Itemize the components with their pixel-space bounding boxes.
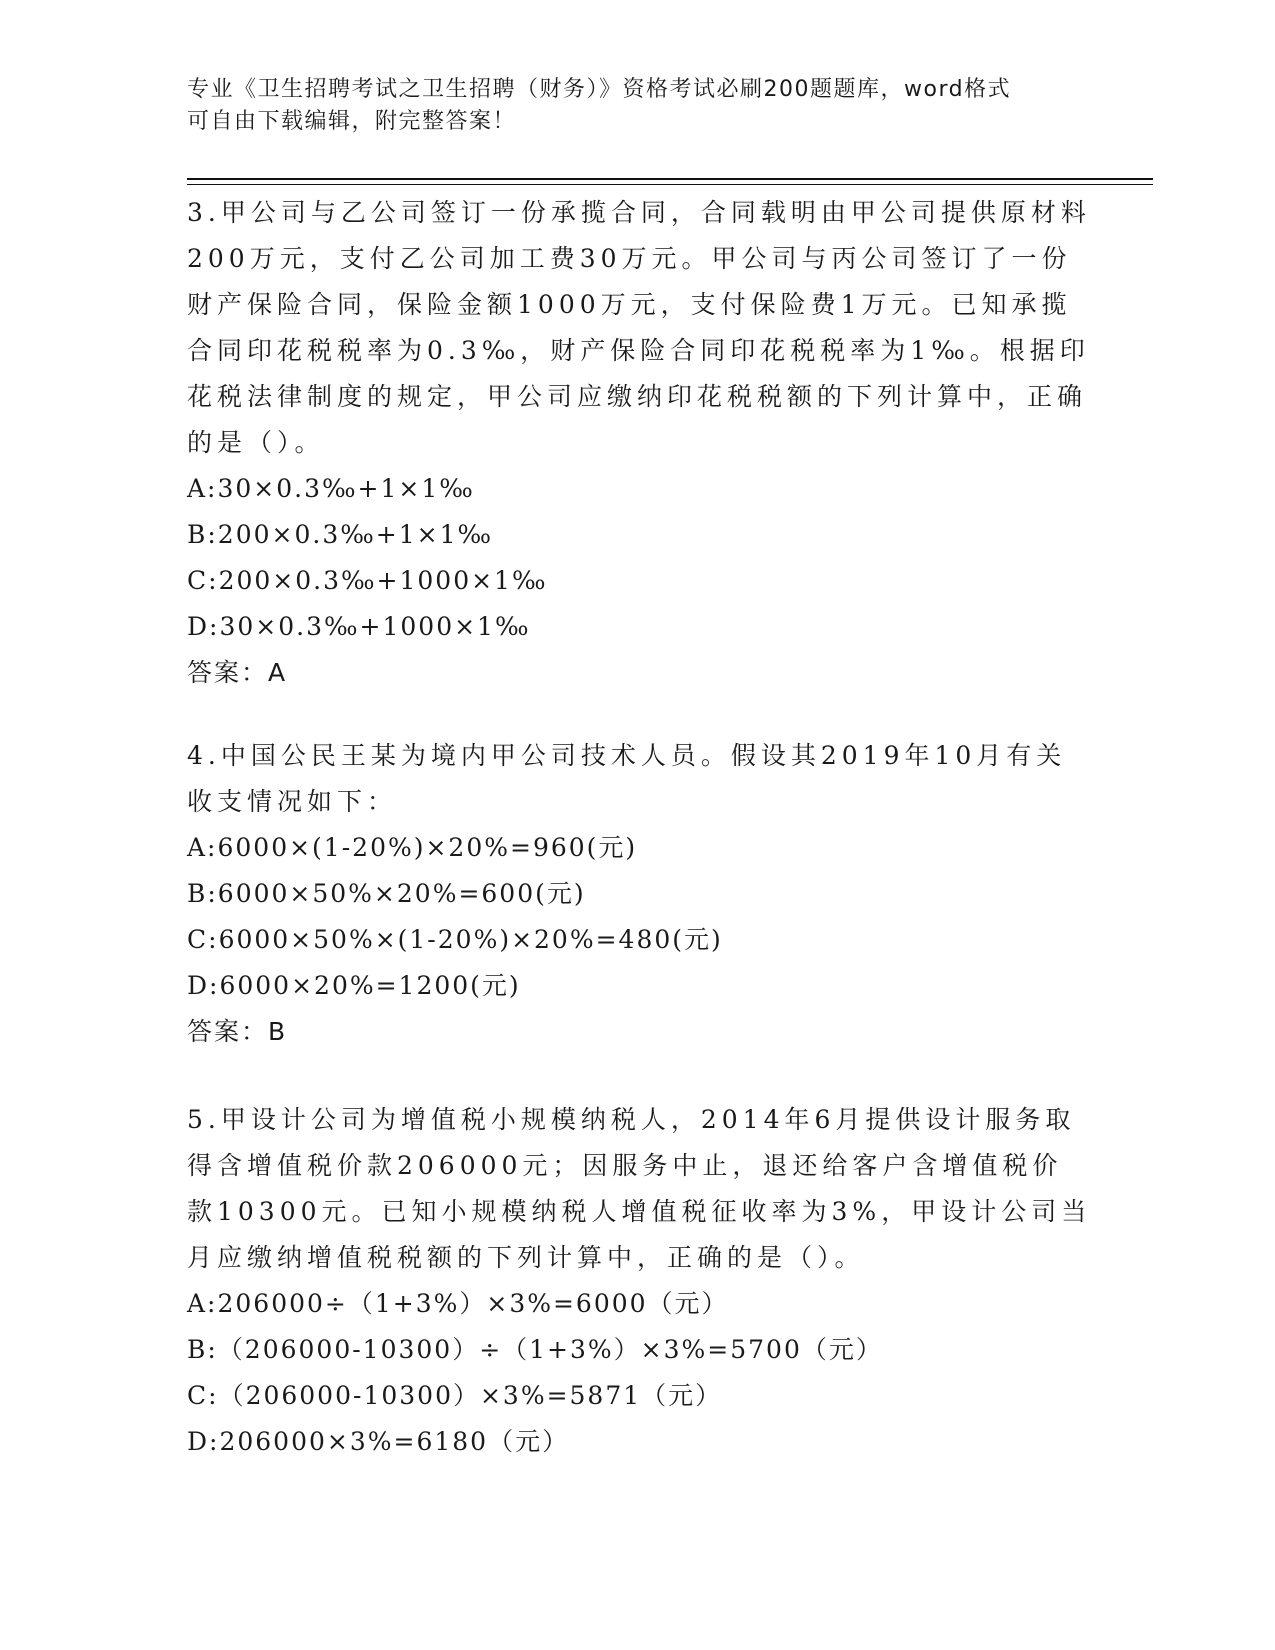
option-text: 30×0.3‰+1000×1‰	[219, 612, 531, 641]
option-list	[187, 466, 1092, 650]
question-5	[187, 1097, 1092, 1465]
option-a	[187, 466, 1092, 512]
option-letter: C:	[187, 925, 219, 954]
answer-label: 答案：A	[187, 658, 288, 687]
option-letter: A:	[187, 1289, 218, 1318]
option-letter: B:	[187, 1335, 218, 1364]
option-letter: D:	[187, 1427, 220, 1456]
question-4	[187, 733, 1092, 1055]
option-letter: C:	[187, 566, 219, 595]
option-text: 6000×50%×20%=600(元)	[217, 879, 586, 908]
question-text: 4.中国公民王某为境内甲公司技术人员。假设其2019年10月有关收支情况如下：	[187, 741, 1067, 816]
option-c	[187, 558, 1092, 604]
option-letter: B:	[187, 520, 218, 549]
option-text: 200×0.3‰+1000×1‰	[218, 566, 548, 595]
header-divider-thin	[187, 184, 1153, 185]
option-a	[187, 825, 1092, 871]
option-list	[187, 825, 1092, 1009]
option-c	[187, 1373, 1092, 1419]
option-letter: A:	[187, 474, 218, 503]
option-letter: D:	[187, 971, 220, 1000]
question-3	[187, 190, 1092, 696]
option-letter: C:	[187, 1381, 219, 1410]
answer-label: 答案：B	[187, 1017, 288, 1046]
option-list	[187, 1281, 1092, 1465]
option-b	[187, 871, 1092, 917]
option-text: 6000×20%=1200(元)	[219, 971, 521, 1000]
option-letter: D:	[187, 612, 220, 641]
header-line-1: 专业《卫生招聘考试之卫生招聘（财务）》资格考试必刷200题题库，word格式	[187, 77, 1012, 102]
option-text: 206000×3%=6180（元）	[219, 1427, 570, 1456]
question-text: 3.甲公司与乙公司签订一份承揽合同，合同载明由甲公司提供原材料200万元，支付乙公司加工费30万元。甲公司与丙公司签订了一份财产保险合同，保险金额1000万元，支付保险费1万元。已知承揽合同印花税税率为0.3‰，财产保险合同印花税税率为1‰。根据印花税法律制度的规定，甲公司应缴纳印花税税额的下列计算中，正确的是（）。	[187, 198, 1091, 457]
option-a	[187, 1281, 1092, 1327]
option-text: 200×0.3‰+1×1‰	[217, 520, 494, 549]
option-text: 206000÷（1+3%）×3%=6000（元）	[217, 1289, 729, 1318]
option-text: 6000×50%×(1-20%)×20%=480(元)	[218, 925, 723, 954]
option-b	[187, 1327, 1092, 1373]
document-header	[187, 74, 1067, 138]
option-text: 6000×(1-20%)×20%=960(元)	[217, 833, 638, 862]
option-text: 30×0.3‰+1×1‰	[217, 474, 475, 503]
option-d	[187, 1419, 1092, 1465]
option-text: （206000-10300）÷（1+3%）×3%=5700（元）	[217, 1335, 883, 1364]
option-text: （206000-10300）×3%=5871（元）	[218, 1381, 723, 1410]
option-b	[187, 512, 1092, 558]
option-d	[187, 604, 1092, 650]
option-c	[187, 917, 1092, 963]
option-d	[187, 963, 1092, 1009]
question-text: 5.甲设计公司为增值税小规模纳税人，2014年6月提供设计服务取得含增值税价款206000元；因服务中止，退还给客户含增值税价款10300元。已知小规模纳税人增值税征收率为3%，甲设计公司当月应缴纳增值税税额的下列计算中，正确的是（）。	[187, 1105, 1092, 1272]
header-line-2: 可自由下载编辑，附完整答案！	[187, 109, 517, 134]
option-letter: B:	[187, 879, 218, 908]
header-divider-thick	[187, 178, 1153, 180]
option-letter: A:	[187, 833, 218, 862]
